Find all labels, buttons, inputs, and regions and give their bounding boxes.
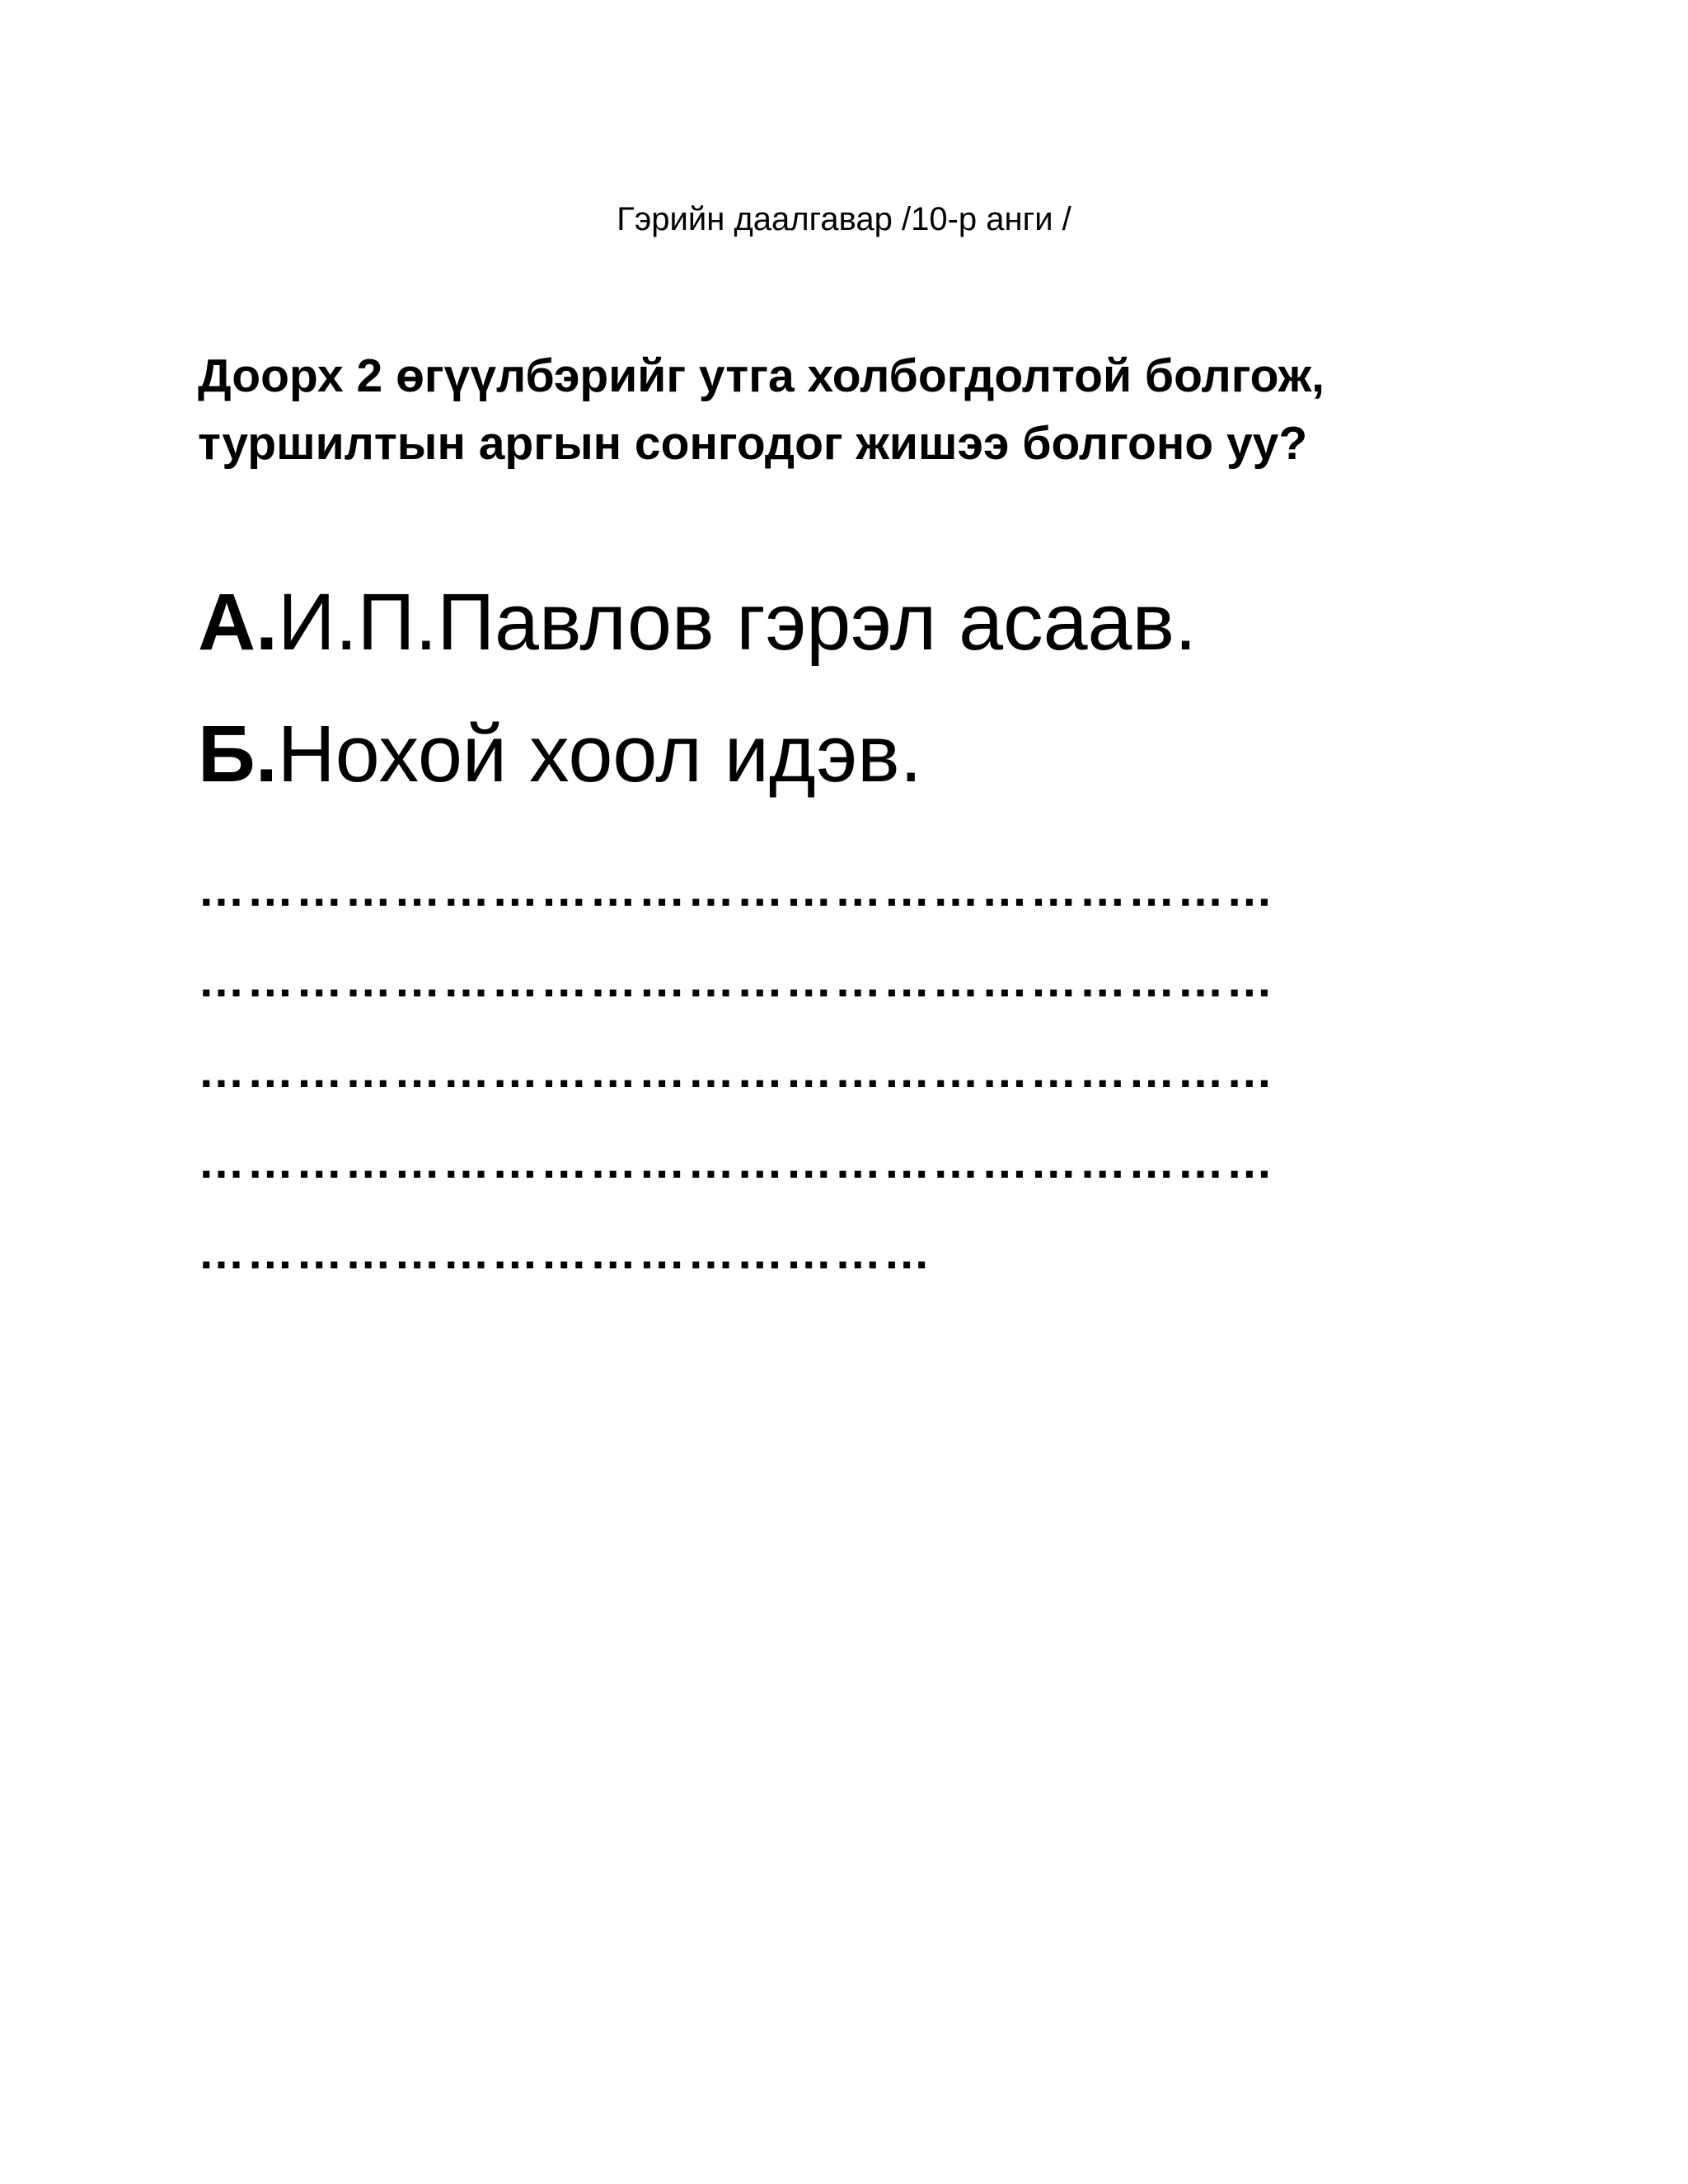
answer-dotted-line: ………………………………………………………… bbox=[198, 954, 1275, 1007]
answer-dotted-line: ……………………………………… bbox=[198, 1226, 932, 1279]
statement-b bbox=[198, 705, 922, 804]
statement-a bbox=[198, 573, 1197, 672]
statement-letter: А. bbox=[198, 577, 278, 667]
answer-dotted-line: ………………………………………………………… bbox=[198, 1136, 1275, 1188]
question-prompt bbox=[198, 342, 1517, 477]
question-line: Доорх 2 өгүүлбэрийг утга холбогдолтой болгож, bbox=[198, 349, 1325, 402]
answer-dotted-line: ………………………………………………………… bbox=[198, 1045, 1275, 1098]
statement-letter: Б. bbox=[198, 709, 278, 799]
statement-text: И.П.Павлов гэрэл асаав. bbox=[278, 577, 1197, 667]
question-line: туршилтын аргын сонгодог жишээ болгоно уу? bbox=[198, 417, 1308, 470]
page-header: Гэрийн даалгавар /10-р анги / bbox=[617, 201, 1071, 237]
statement-text: Нохой хоол идэв. bbox=[277, 709, 922, 799]
answer-dotted-line: ………………………………………………………… bbox=[198, 864, 1275, 916]
